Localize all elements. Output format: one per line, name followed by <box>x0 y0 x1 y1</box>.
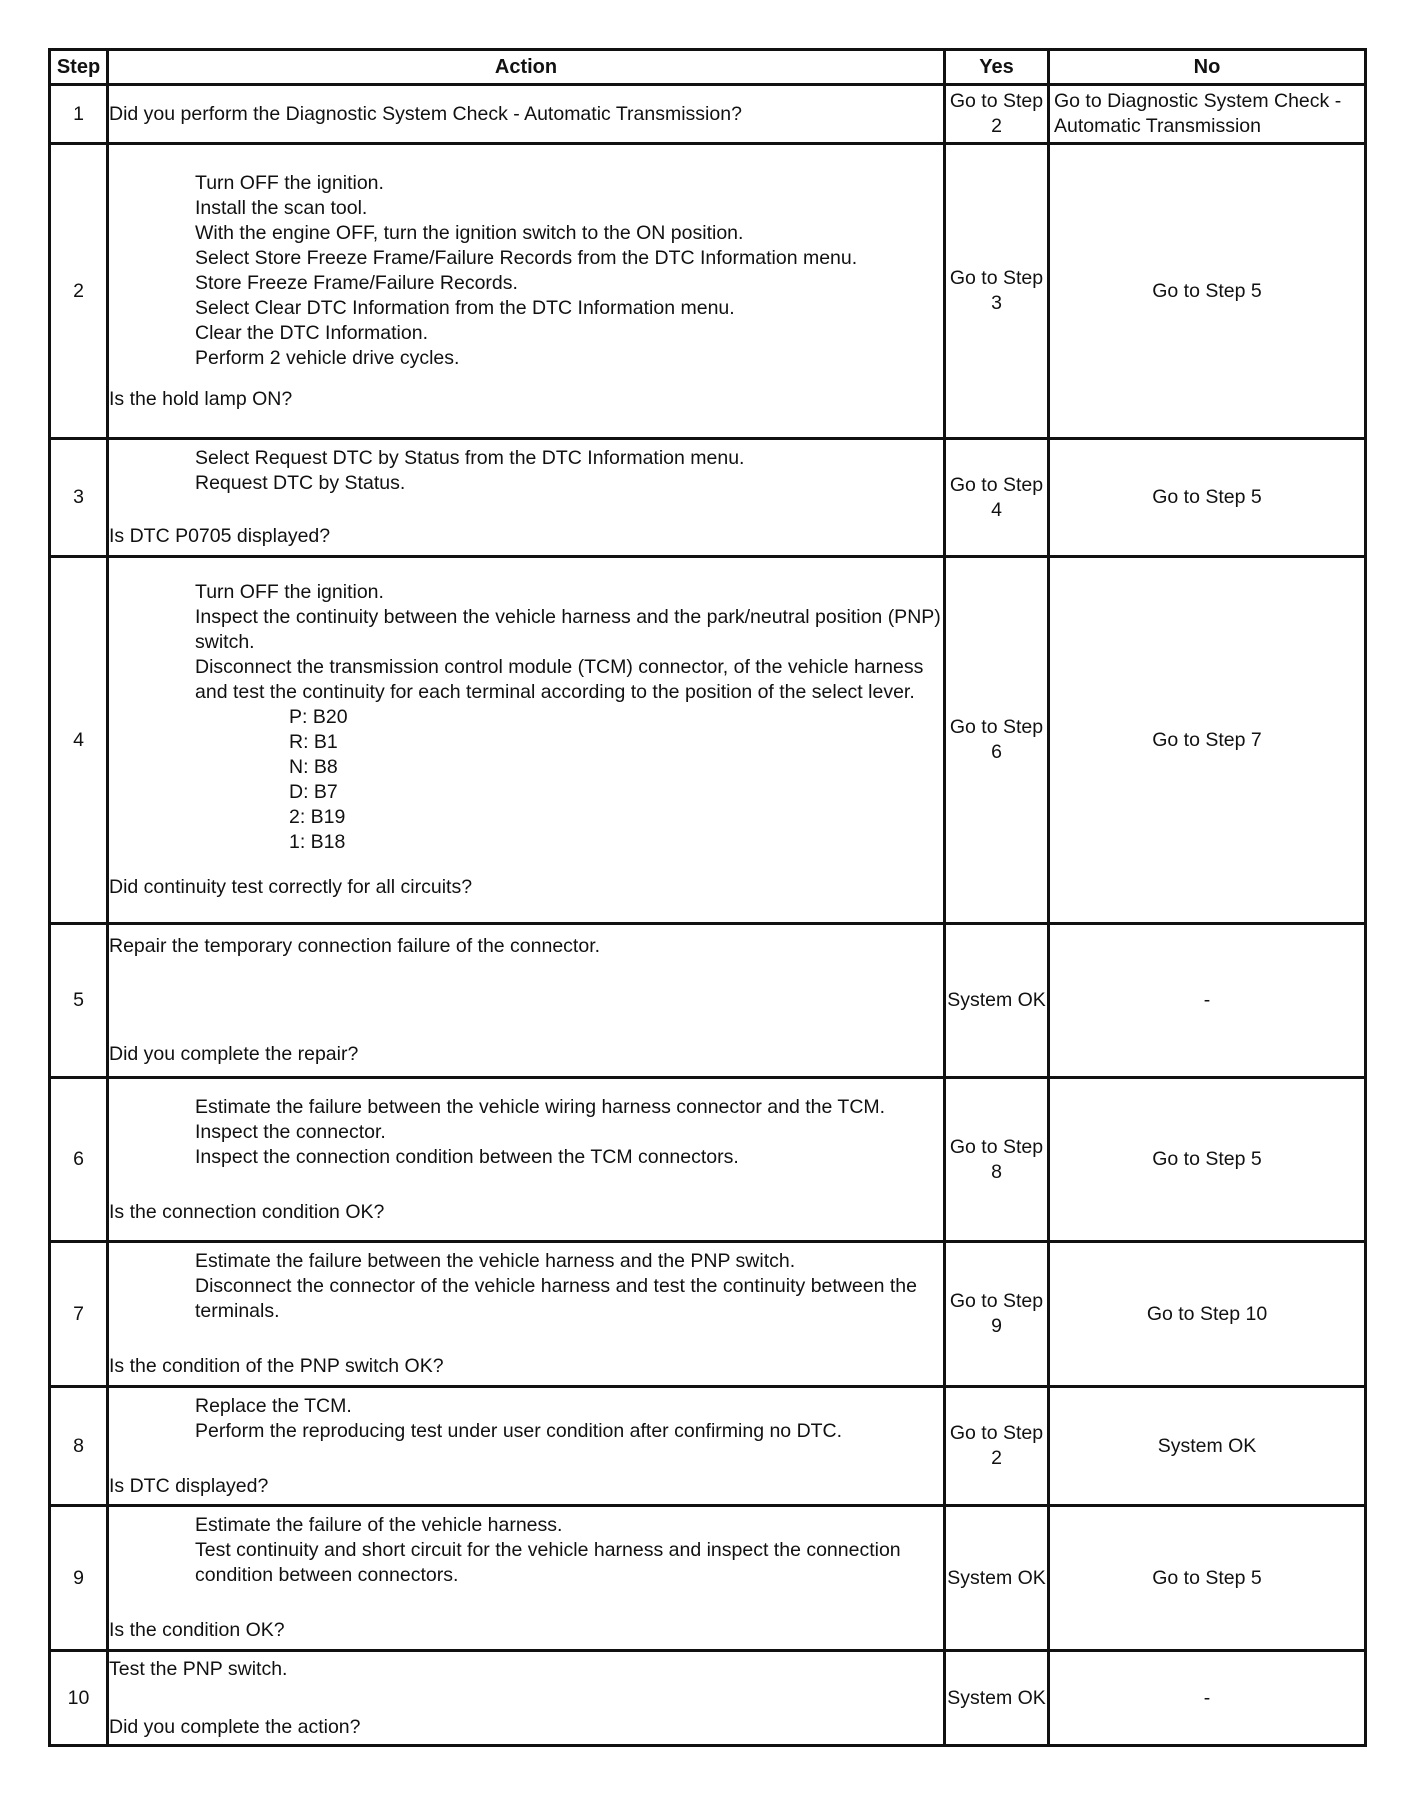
instruction-item: Estimate the failure between the vehicle harness and the PNP switch. <box>195 1250 796 1272</box>
action-question: Is the condition of the PNP switch OK? <box>109 1355 444 1377</box>
table-row <box>50 1078 1366 1242</box>
no-cell: Go to Step 5 <box>1049 439 1366 557</box>
action-cell <box>108 1242 945 1387</box>
action-question: Is the connection condition OK? <box>109 1200 385 1223</box>
header-no: No <box>1049 50 1366 85</box>
instruction-item: Select Clear DTC Information from the DTC Information menu. <box>195 296 735 319</box>
instruction-item: Select Store Freeze Frame/Failure Records from the DTC Information menu. <box>195 246 858 269</box>
action-question: Did you complete the repair? <box>109 1043 359 1065</box>
instruction-item: Inspect the connection condition between the TCM connectors. <box>195 1145 739 1168</box>
no-cell: Go to Diagnostic System Check - Automatic Transmission <box>1049 85 1366 144</box>
instruction-item: Inspect the connector. <box>195 1120 386 1143</box>
instruction-item: Estimate the failure between the vehicle wiring harness connector and the TCM. <box>195 1095 886 1118</box>
table-row <box>50 557 1366 924</box>
action-cell <box>108 1651 945 1746</box>
action-question: Did continuity test correctly for all circuits? <box>109 876 473 898</box>
yes-cell: Go to Step 4 <box>945 439 1049 557</box>
no-cell: Go to Step 7 <box>1049 557 1366 924</box>
terminal-item: N: B8 <box>289 756 338 778</box>
terminal-item: R: B1 <box>289 731 338 753</box>
table-header-row <box>50 50 1366 85</box>
action-cell <box>108 439 945 557</box>
yes-cell: System OK <box>945 924 1049 1078</box>
action-question: Did you complete the action? <box>109 1715 361 1738</box>
instruction-list <box>109 1095 943 1170</box>
table-row <box>50 144 1366 439</box>
step-number: 4 <box>50 557 108 924</box>
yes-cell: System OK <box>945 1651 1049 1746</box>
action-text: Test the PNP switch. <box>109 1657 288 1680</box>
instruction-item: Disconnect the connector of the vehicle harness and test the continuity between the terminals. <box>195 1275 917 1322</box>
instruction-item: Install the scan tool. <box>195 196 368 219</box>
instruction-item: Replace the TCM. <box>195 1394 352 1417</box>
table-row <box>50 1651 1366 1746</box>
instruction-list <box>109 580 943 705</box>
yes-cell: System OK <box>945 1506 1049 1651</box>
diagnostic-table <box>48 48 1367 1747</box>
action-cell <box>108 144 945 439</box>
instruction-list <box>109 171 943 371</box>
instruction-item: Perform 2 vehicle drive cycles. <box>195 346 460 369</box>
instruction-item: Turn OFF the ignition. <box>195 581 384 603</box>
instruction-item: Test continuity and short circuit for the vehicle harness and inspect the connection condition between connectors. <box>195 1539 901 1586</box>
instruction-list <box>109 1513 943 1588</box>
yes-cell: Go to Step 8 <box>945 1078 1049 1242</box>
header-yes: Yes <box>945 50 1049 85</box>
instruction-list <box>109 1249 943 1324</box>
step-number: 10 <box>50 1651 108 1746</box>
table-row <box>50 1387 1366 1506</box>
table-row <box>50 85 1366 144</box>
action-question: Is the hold lamp ON? <box>109 387 293 410</box>
yes-cell: Go to Step 9 <box>945 1242 1049 1387</box>
table-row <box>50 1506 1366 1651</box>
no-cell: Go to Step 5 <box>1049 1506 1366 1651</box>
action-cell <box>108 85 945 144</box>
action-cell <box>108 1387 945 1506</box>
terminal-item: 1: B18 <box>289 831 346 853</box>
action-cell <box>108 1506 945 1651</box>
action-question: Is DTC P0705 displayed? <box>109 525 331 547</box>
table-row <box>50 924 1366 1078</box>
no-cell: Go to Step 5 <box>1049 144 1366 439</box>
step-number: 8 <box>50 1387 108 1506</box>
header-step: Step <box>50 50 108 85</box>
step-number: 9 <box>50 1506 108 1651</box>
action-cell <box>108 557 945 924</box>
terminal-item: D: B7 <box>289 781 338 803</box>
action-cell <box>108 1078 945 1242</box>
instruction-item: Clear the DTC Information. <box>195 321 429 344</box>
instruction-item: Turn OFF the ignition. <box>195 171 384 194</box>
action-question: Is DTC displayed? <box>109 1474 269 1497</box>
step-number: 2 <box>50 144 108 439</box>
terminal-item: 2: B19 <box>289 806 346 828</box>
instruction-item: Disconnect the transmission control module (TCM) connector, of the vehicle harness and test the continuity for each terminal according to the position of the select lever. <box>195 656 924 703</box>
step-number: 7 <box>50 1242 108 1387</box>
no-cell: Go to Step 10 <box>1049 1242 1366 1387</box>
header-action: Action <box>108 50 945 85</box>
no-cell: - <box>1049 924 1366 1078</box>
yes-cell: Go to Step 2 <box>945 85 1049 144</box>
instruction-item: Perform the reproducing test under user condition after confirming no DTC. <box>195 1419 843 1442</box>
step-number: 1 <box>50 85 108 144</box>
terminal-item: P: B20 <box>289 706 348 728</box>
instruction-list <box>109 446 943 496</box>
instruction-list <box>109 1394 943 1444</box>
table-row <box>50 439 1366 557</box>
step-number: 3 <box>50 439 108 557</box>
yes-cell: Go to Step 3 <box>945 144 1049 439</box>
action-question: Is the condition OK? <box>109 1619 285 1641</box>
no-cell: - <box>1049 1651 1366 1746</box>
no-cell: Go to Step 5 <box>1049 1078 1366 1242</box>
step-number: 5 <box>50 924 108 1078</box>
action-cell <box>108 924 945 1078</box>
instruction-item: Select Request DTC by Status from the DTC Information menu. <box>195 447 745 469</box>
instruction-item: Inspect the continuity between the vehicle harness and the park/neutral position (PNP) switch. <box>195 606 941 653</box>
action-question: Did you perform the Diagnostic System Check - Automatic Transmission? <box>109 102 742 125</box>
instruction-item: Request DTC by Status. <box>195 472 406 494</box>
yes-cell: Go to Step 2 <box>945 1387 1049 1506</box>
instruction-item: With the engine OFF, turn the ignition switch to the ON position. <box>195 221 744 244</box>
instruction-item: Estimate the failure of the vehicle harness. <box>195 1514 563 1536</box>
step-number: 6 <box>50 1078 108 1242</box>
yes-cell: Go to Step 6 <box>945 557 1049 924</box>
terminal-list <box>109 705 943 855</box>
action-text: Repair the temporary connection failure of the connector. <box>109 935 601 957</box>
table-row <box>50 1242 1366 1387</box>
instruction-item: Store Freeze Frame/Failure Records. <box>195 271 518 294</box>
no-cell: System OK <box>1049 1387 1366 1506</box>
